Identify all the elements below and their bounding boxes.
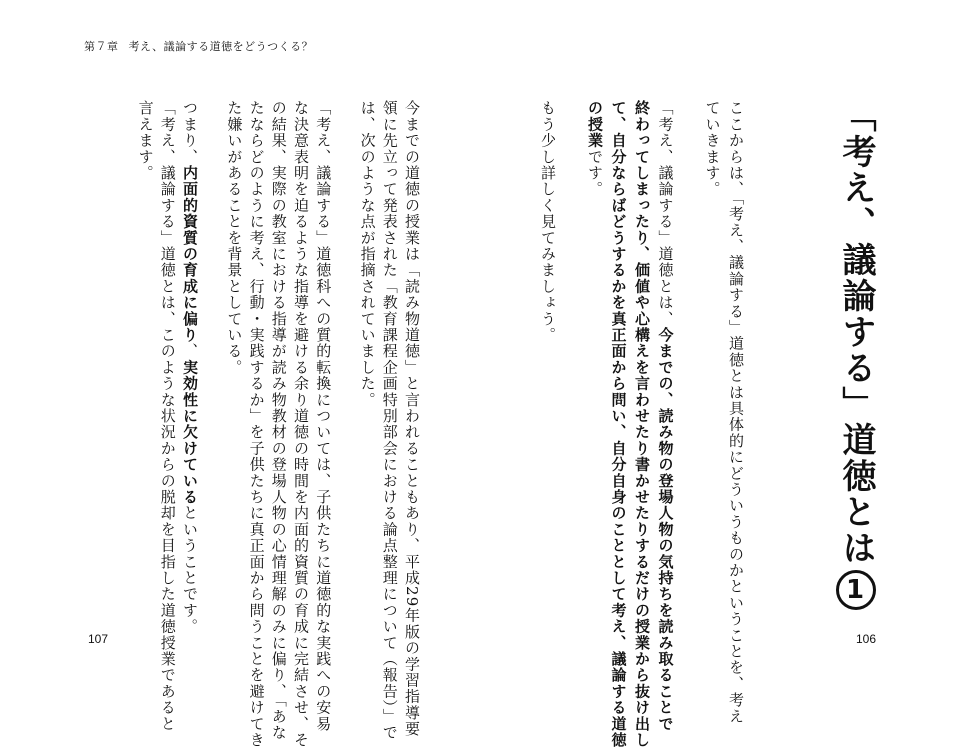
text-column	[701, 100, 725, 197]
bold-text-run: 実効性に欠けている	[181, 359, 199, 506]
text-run: 、	[181, 343, 199, 360]
bold-text-run: 終わってしまったり、価値や心構えを言わせたり書かせたりするだけの授業から抜け出し	[633, 100, 651, 748]
text-column	[245, 100, 269, 748]
text-run: は、次のような点が指摘されていました。	[358, 100, 377, 408]
text-column	[654, 100, 678, 732]
page-number-right: 106	[855, 632, 876, 646]
text-run: です。	[586, 148, 604, 198]
text-run: 「考え、議論する」道徳科への質的転換については、子供たちに道徳的な実践への安易	[314, 100, 333, 732]
text-column	[178, 100, 202, 635]
running-head-chapter: 第７章	[84, 40, 119, 53]
text-column	[356, 100, 380, 408]
bold-text-run: 内面的資質の育成に偏り	[181, 164, 199, 344]
text-column	[583, 100, 607, 197]
bold-text-run: の授業	[586, 100, 604, 149]
text-run: 「考え、議論する」道徳とは、このような状況からの脱却を目指した道徳授業であると	[158, 100, 177, 732]
text-run: ていきます。	[703, 100, 722, 198]
text-run: の結果、実際の教室における指導が読み物教材の登場人物の心情理解のみに偏り、「あな	[269, 100, 288, 741]
text-column	[134, 100, 158, 181]
section-title	[834, 98, 878, 610]
text-column	[536, 100, 560, 343]
text-run: もう少し詳しく見てみましょう。	[539, 100, 557, 343]
text-column	[222, 100, 246, 375]
text-column	[311, 100, 335, 732]
bold-text-run: 今までの、読み物の登場人物の気持ちを読み取ることで	[656, 326, 675, 732]
text-column	[289, 100, 313, 748]
text-run: た嫌いがあることを背景としている。	[225, 100, 244, 376]
text-column	[630, 100, 654, 748]
page-number-left: 107	[88, 632, 109, 646]
text-column	[607, 100, 631, 748]
text-column	[156, 100, 180, 732]
text-run: ここからは、「考え、議論する」道徳とは具体的にどういうものかということを、考え	[727, 100, 745, 725]
text-run: つまり、	[181, 100, 199, 165]
text-run: ということです。	[181, 505, 199, 635]
running-head	[84, 38, 313, 54]
text-run: 「考え、議論する」道徳とは、	[656, 100, 675, 327]
text-column	[267, 100, 291, 741]
text-column	[400, 100, 424, 737]
bold-text-run: て、自分ならばどうするかを真正面から問い、自分自身のこととして考え、議論する道徳	[609, 100, 628, 748]
text-run: 今までの道徳の授業は「読み物道徳」と言われることもあり、平成29年版の学習指導要	[403, 100, 421, 738]
section-title-text: 「考え、議論する」道徳とは	[836, 98, 876, 566]
text-run: 領に先立って発表された「教育課程企画特別部会における論点整理について（報告）」で	[380, 100, 399, 741]
running-head-title: 考え、議論する道徳をどうつくる？	[128, 40, 314, 53]
section-number-badge: 1	[836, 570, 876, 610]
text-run: たならどのように考え、行動・実践するか」を子供たちに真正面から問うことを避けてき	[247, 100, 266, 748]
text-column	[378, 100, 402, 741]
text-run: 言えます。	[136, 100, 155, 181]
text-run: な決意表明を迫るような指導を避ける余り道徳の時間を内面的資質の育成に完結させ、そ	[292, 100, 310, 748]
text-column	[724, 100, 748, 724]
